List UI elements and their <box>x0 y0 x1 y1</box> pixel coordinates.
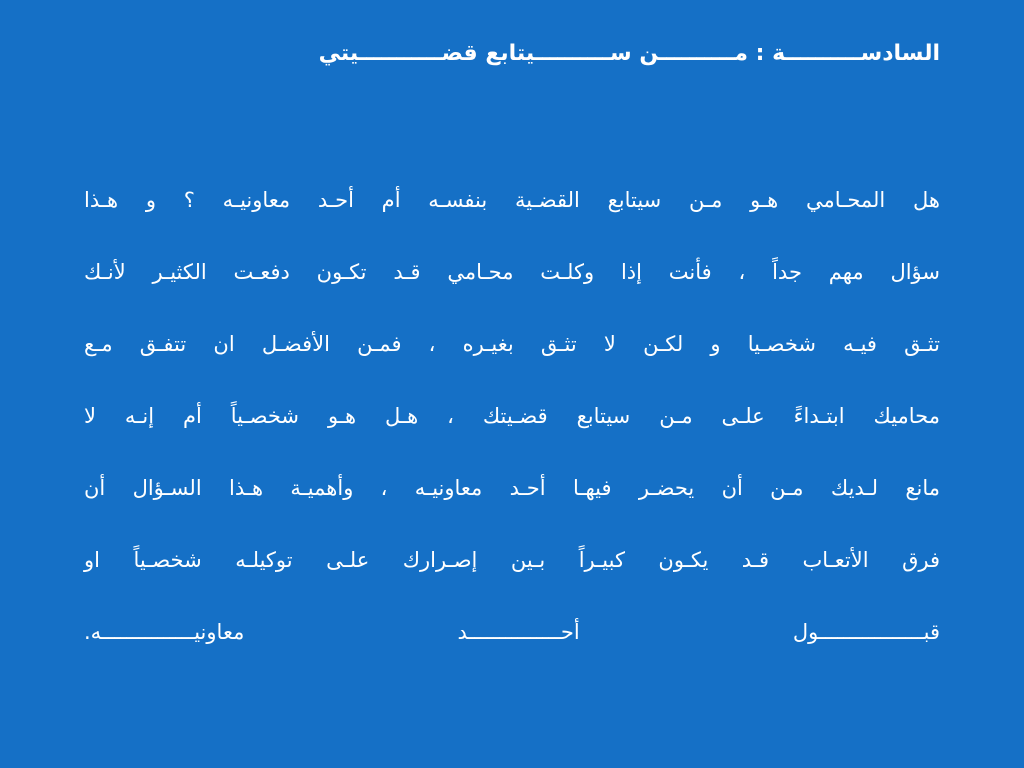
slide-title: السادســــــــــة : مــــــــــن ســــــــــيتابع قضـــــــــــيتي <box>318 41 940 66</box>
slide-paragraph <box>84 178 940 682</box>
paragraph-line-6: فرق الأتعـاب قـد يكـون كبيـراً بـين إصـرارك علـى توكيلـه شخصـياً او <box>84 548 940 572</box>
paragraph-line-2: سؤال مهم جداً ، فأنت إذا وكلـت محـامي قـد تكـون دفعـت الكثيـر لأنـك <box>84 260 940 284</box>
paragraph-line-1: هل المحـامي هـو مـن سيتابع القضـية بنفسـه أم أحـد معاونيـه ؟ و هـذا <box>84 188 940 212</box>
paragraph-line-5: مانع لـديك مـن أن يحضـر فيهـا أحـد معاونيـه ، وأهميـة هـذا السـؤال أن <box>84 476 940 500</box>
paragraph-line-7: قبـــــــــــــــــول أحـــــــــــــــد معاونيـــــــــــــــه. <box>84 620 940 644</box>
paragraph-line-3: تثـق فيـه شخصـيا و لكـن لا تثـق بغيـره ، فمـن الأفضـل ان تتفـق مـع <box>84 332 940 356</box>
paragraph-line-4: محاميك ابتـداءً علـى مـن سيتابع قضـيتك ، هـل هـو شخصـياً أم إنـه لا <box>84 404 940 428</box>
